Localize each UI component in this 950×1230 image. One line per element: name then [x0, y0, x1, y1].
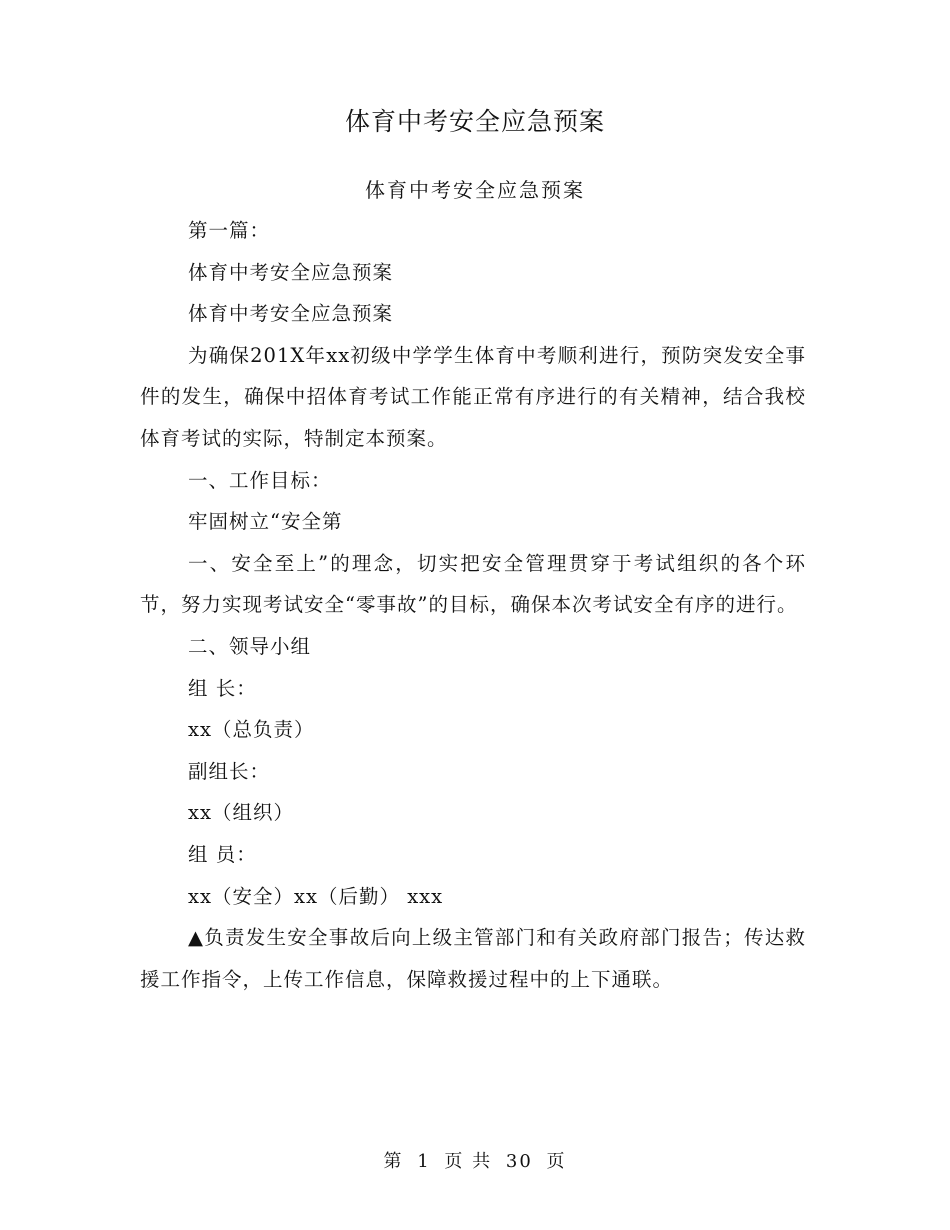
- document-title: 体育中考安全应急预案: [344, 107, 605, 136]
- paragraph: 体育中考安全应急预案: [188, 302, 394, 326]
- footer-suffix: 页: [546, 1151, 567, 1172]
- paragraph: 第一篇：: [188, 219, 271, 242]
- paragraph: 副组长：: [188, 759, 271, 783]
- footer-prefix: 第: [383, 1151, 404, 1172]
- paragraph: 组 长：: [188, 676, 257, 700]
- footer-middle: 页 共: [444, 1151, 493, 1172]
- paragraph: 二、领导小组: [188, 634, 312, 658]
- page-footer: [0, 1147, 950, 1173]
- paragraph: 组 员：: [188, 842, 257, 866]
- paragraph: xx（安全）xx（后勤） xxx: [188, 884, 444, 908]
- paragraph: xx（总负责）: [188, 718, 315, 742]
- footer-total-pages: 30: [505, 1151, 533, 1172]
- paragraph: 一、安全至上”的理念，切实把安全管理贯穿于考试组织的各个环节，努力实现考试安全“零事故”的目标，确保本次考试安全有序的进行。: [140, 551, 806, 617]
- paragraph: 一、工作目标：: [188, 468, 332, 492]
- paragraph: xx（组织）: [188, 801, 294, 825]
- footer-current-page: 1: [417, 1151, 431, 1172]
- document-body: [140, 210, 806, 1000]
- paragraph: ▲负责发生安全事故后向上级主管部门和有关政府部门报告；传达救援工作指令，上传工作信息，保障救援过程中的上下通联。: [140, 926, 806, 991]
- paragraph: 为确保201X年xx初级中学学生体育中考顺利进行，预防突发安全事件的发生，确保中招体育考试工作能正常有序进行的有关精神，结合我校体育考试的实际，特制定本预案。: [140, 343, 806, 450]
- document-subtitle: 体育中考安全应急预案: [365, 178, 585, 202]
- paragraph: 牢固树立“安全第: [188, 510, 343, 534]
- paragraph: 体育中考安全应急预案: [188, 260, 394, 284]
